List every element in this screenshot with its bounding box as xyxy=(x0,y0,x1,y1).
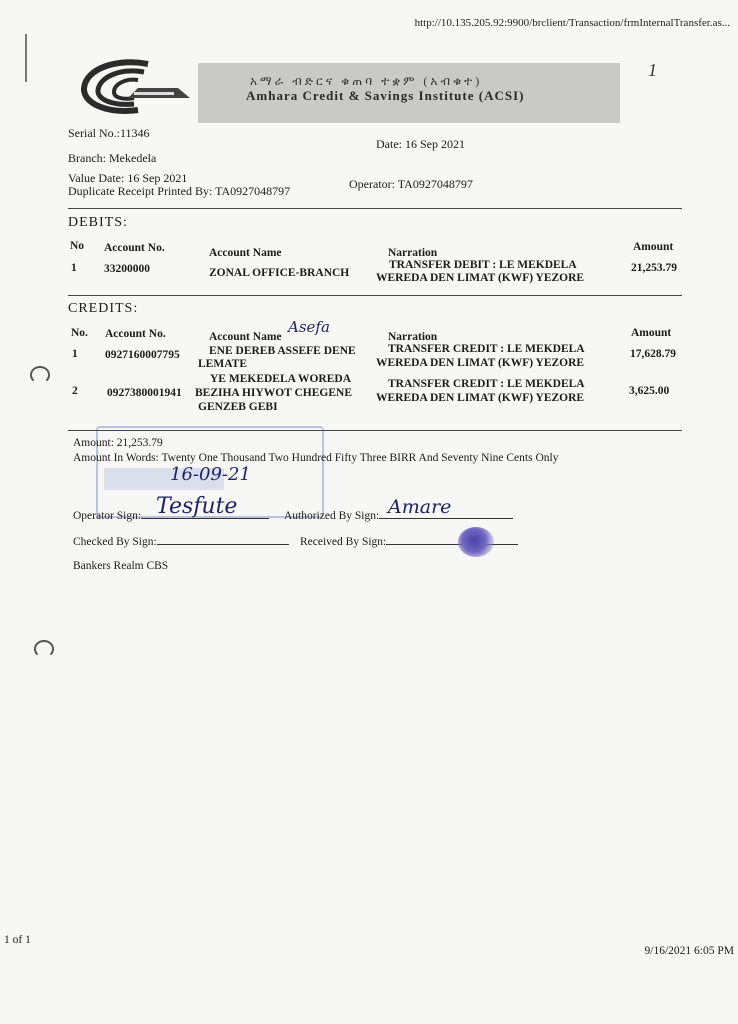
credit-narration-line2: WEREDA DEN LIMAT (KWF) YEZORE xyxy=(376,392,585,404)
debits-title: DEBITS: xyxy=(68,215,128,230)
debit-narration-line2: WEREDA DEN LIMAT (KWF) YEZORE xyxy=(376,272,585,284)
debits-header-account-name: Account Name xyxy=(209,247,282,259)
credit-no: 1 xyxy=(72,348,78,360)
credit-narration-line1: TRANSFER CREDIT : LE MEKDELA xyxy=(388,343,585,355)
checked-sign-line xyxy=(157,544,289,545)
credit-account-name-line2: LEMATE xyxy=(198,358,247,370)
checked-sign-label: Checked By Sign: xyxy=(73,536,157,548)
authorized-sign-label: Authorized By Sign: xyxy=(284,510,380,522)
page-indicator: 1 of 1 xyxy=(4,934,31,946)
debit-account-no: 33200000 xyxy=(104,263,150,275)
credit-account-no: 0927380001941 xyxy=(107,387,182,399)
credits-header-amount: Amount xyxy=(631,327,672,339)
debits-header-narration: Narration xyxy=(388,247,438,259)
checked-sign xyxy=(73,536,289,548)
credits-header-no: No. xyxy=(71,327,88,339)
credit-amount: 3,625.00 xyxy=(629,385,670,397)
serial-number xyxy=(68,126,150,141)
serial-label: Serial No.: xyxy=(68,126,120,140)
divider xyxy=(68,208,682,209)
authorized-sign-line xyxy=(379,518,513,519)
debit-amount: 21,253.79 xyxy=(631,262,677,274)
branch-value: Mekedela xyxy=(109,151,157,165)
duplicate-label: Duplicate Receipt Printed By: xyxy=(68,184,213,198)
operator-sign-label: Operator Sign: xyxy=(73,510,142,522)
credit-account-name-line1: ENE DEREB ASSEFE DENE xyxy=(209,345,356,357)
handwritten-date: 16-09-21 xyxy=(170,464,251,485)
print-timestamp: 9/16/2021 6:05 PM xyxy=(644,945,734,957)
amount-in-words-value: Twenty One Thousand Two Hundred Fifty Three BIRR And Seventy Nine Cents Only xyxy=(161,452,559,464)
operator-label: Operator: xyxy=(349,177,395,191)
branch-label: Branch: xyxy=(68,151,106,165)
software-name: Bankers Realm CBS xyxy=(73,560,169,572)
divider xyxy=(68,295,682,296)
acsi-logo xyxy=(78,58,194,116)
authorized-signature: Amare xyxy=(388,496,452,518)
handwritten-name-asefa: Asefa xyxy=(288,318,330,336)
amount-in-words xyxy=(73,452,558,464)
value-date-label: Value Date: xyxy=(68,171,125,185)
received-sign-line xyxy=(386,544,518,545)
debits-header-no: No xyxy=(70,240,85,252)
credits-header-account-name: Account Name xyxy=(209,331,282,343)
operator-signature: Tesfute xyxy=(156,494,238,519)
credit-no: 2 xyxy=(72,385,78,397)
credits-header-narration: Narration xyxy=(388,331,438,343)
browser-url: http://10.135.205.92:9900/brclient/Transaction/frmInternalTransfer.as... xyxy=(414,17,730,29)
total-amount xyxy=(73,437,163,449)
branch xyxy=(68,151,156,166)
total-amount-label: Amount: xyxy=(73,437,114,449)
margin-mark xyxy=(25,34,27,82)
serial-value: 11346 xyxy=(120,126,150,140)
debit-account-name: ZONAL OFFICE-BRANCH xyxy=(209,267,350,279)
duplicate-value: TA0927048797 xyxy=(215,184,291,198)
credit-narration-line1: TRANSFER CREDIT : LE MEKDELA xyxy=(388,378,585,390)
credits-header-account-no: Account No. xyxy=(105,328,166,340)
credit-account-name-line3: GENZEB GEBI xyxy=(198,401,278,413)
debit-narration-line1: TRANSFER DEBIT : LE MEKDELA xyxy=(389,259,577,271)
operator-value: TA0927048797 xyxy=(397,177,473,191)
institute-name-amharic: አማራ ብድርና ቁጠባ ተቋም (አብቁተ) xyxy=(250,74,483,88)
debit-no: 1 xyxy=(71,262,77,274)
credit-narration-line2: WEREDA DEN LIMAT (KWF) YEZORE xyxy=(376,357,585,369)
credits-title: CREDITS: xyxy=(68,301,139,316)
total-amount-value: 21,253.79 xyxy=(116,437,163,449)
institute-name-english: Amhara Credit & Savings Institute (ACSI) xyxy=(246,88,525,103)
duplicate-printed-by xyxy=(68,184,290,199)
punch-hole xyxy=(34,640,54,658)
received-sign-label: Received By Sign: xyxy=(300,536,387,548)
credit-account-no: 0927160007795 xyxy=(105,349,180,361)
value-date-value: 16 Sep 2021 xyxy=(127,171,188,185)
receipt-date xyxy=(376,137,465,152)
thumbprint xyxy=(458,527,494,557)
punch-hole xyxy=(30,366,50,384)
amount-in-words-label: Amount In Words: xyxy=(73,452,159,464)
date-label: Date: xyxy=(376,137,402,151)
handwritten-page-mark: 1 xyxy=(648,60,657,80)
credit-account-name-line2: BEZIHA HIYWOT CHEGENE xyxy=(195,387,352,399)
operator xyxy=(349,177,473,192)
debits-header-amount: Amount xyxy=(633,241,674,253)
credit-account-name-line1: YE MEKEDELA WOREDA xyxy=(210,373,352,385)
date-value: 16 Sep 2021 xyxy=(405,137,465,151)
credit-amount: 17,628.79 xyxy=(630,348,676,360)
debits-header-account-no: Account No. xyxy=(104,242,165,254)
